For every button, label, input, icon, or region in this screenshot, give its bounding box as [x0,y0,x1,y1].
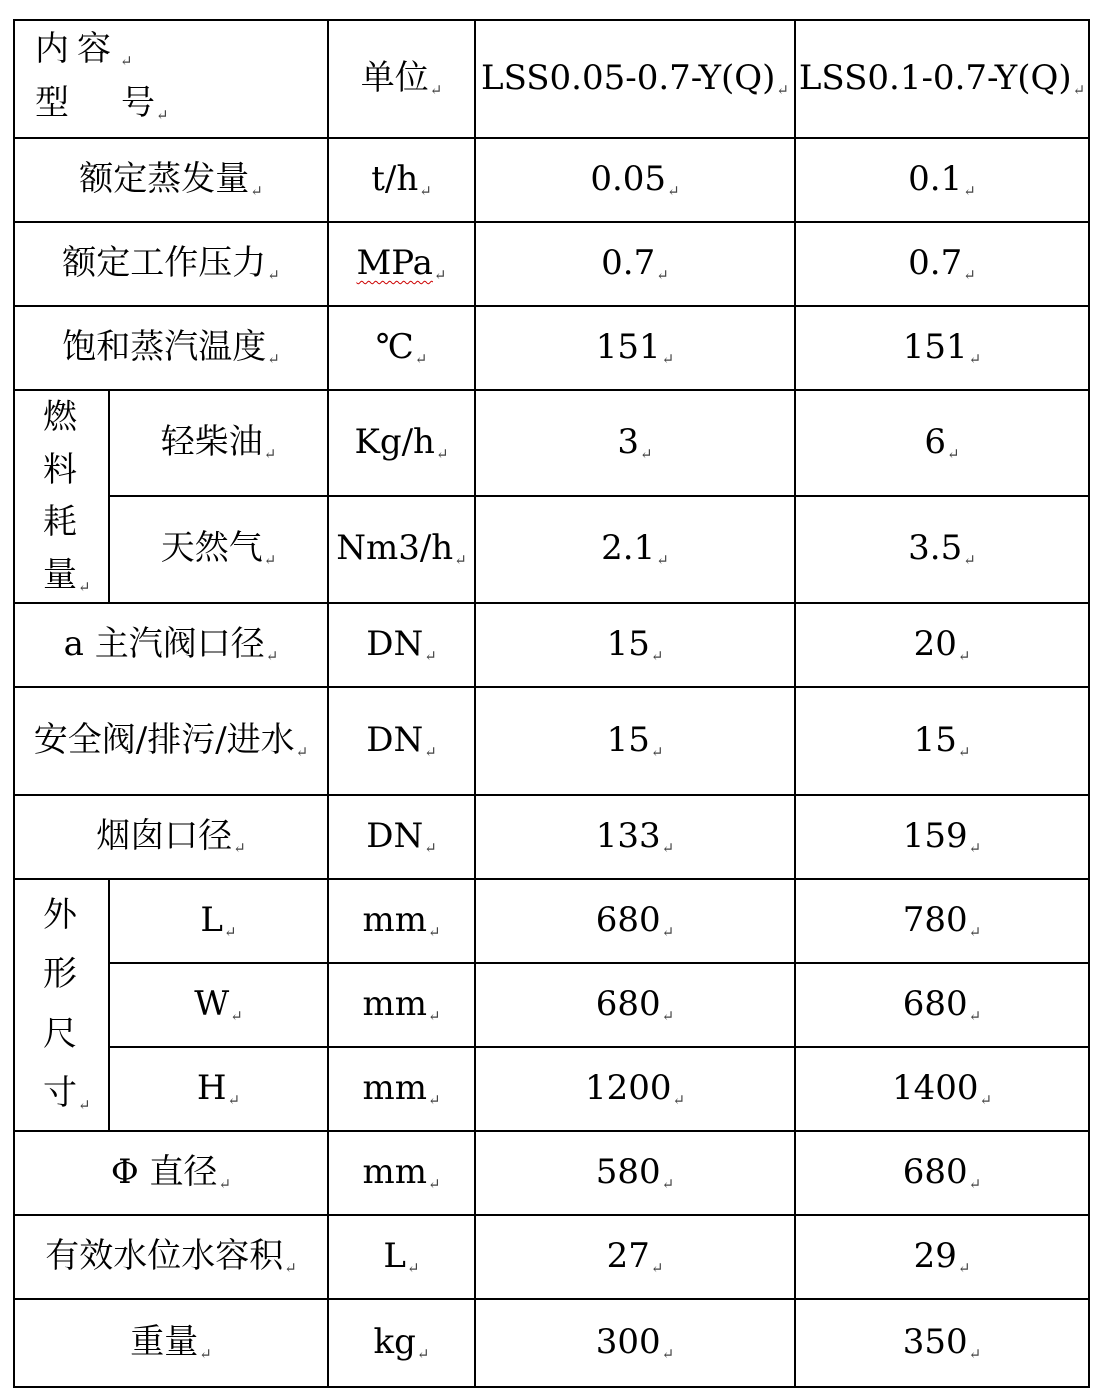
row-value-2: 3.5↵ [795,496,1089,602]
row-value-1: 27↵ [475,1215,795,1299]
row-value-2: 151↵ [795,306,1089,390]
row-value-1: 2.1↵ [475,496,795,602]
row-value-1: 680↵ [475,879,795,963]
row-value-2: 6↵ [795,390,1089,496]
model-header-1: LSS0.05-0.7-Y(Q)↵ [475,20,795,138]
row-unit: Kg/h↵ [328,390,475,496]
row-unit: ℃↵ [328,306,475,390]
unit-header: 单位↵ [328,20,475,138]
row-unit: mm↵ [328,879,475,963]
row-label: 烟囱口径↵ [14,795,328,879]
row-label: 额定蒸发量↵ [14,138,328,222]
model-header-2: LSS0.1-0.7-Y(Q)↵ [795,20,1089,138]
row-value-2: 29↵ [795,1215,1089,1299]
row-unit: Nm3/h↵ [328,496,475,602]
row-value-1: 133↵ [475,795,795,879]
table-row [14,879,1089,963]
row-label: 饱和蒸汽温度↵ [14,306,328,390]
table-row [14,1131,1089,1215]
row-unit: mm↵ [328,1131,475,1215]
row-value-1: 15↵ [475,603,795,687]
table-row [14,603,1089,687]
row-value-2: 159↵ [795,795,1089,879]
row-value-1: 151↵ [475,306,795,390]
table-row [14,1299,1089,1387]
header-row [14,20,1089,138]
table-row [14,687,1089,795]
row-unit: MPa↵ [328,222,475,306]
row-label: 重量↵ [14,1299,328,1387]
dimensions-group-label: 外 形 尺 寸↵ [14,879,109,1131]
row-unit: kg↵ [328,1299,475,1387]
row-value-2: 0.1↵ [795,138,1089,222]
corner-top-text: 内容↵ [35,29,141,70]
row-label: 额定工作压力↵ [14,222,328,306]
row-value-1: 680↵ [475,963,795,1047]
table-row [14,963,1089,1047]
fuel-group-label: 燃料 耗量↵ [14,390,109,603]
dimension-row-label: W↵ [109,963,328,1047]
row-label: a 主汽阀口径↵ [14,603,328,687]
corner-bottom-text: 型 号↵ [35,83,169,124]
row-unit: L↵ [328,1215,475,1299]
table-row [14,1047,1089,1131]
row-unit: DN↵ [328,603,475,687]
row-value-1: 580↵ [475,1131,795,1215]
row-value-2: 15↵ [795,687,1089,795]
row-unit: mm↵ [328,1047,475,1131]
spec-table [13,19,1090,1388]
row-value-1: 300↵ [475,1299,795,1387]
fuel-row-label: 天然气↵ [109,496,328,602]
row-unit: DN↵ [328,795,475,879]
fuel-row-label: 轻柴油↵ [109,390,328,496]
dimension-row-label: H↵ [109,1047,328,1131]
row-unit: t/h↵ [328,138,475,222]
row-label: Φ 直径↵ [14,1131,328,1215]
row-value-1: 0.05↵ [475,138,795,222]
row-unit: mm↵ [328,963,475,1047]
row-label: 有效水位水容积↵ [14,1215,328,1299]
dimension-row-label: L↵ [109,879,328,963]
table-row [14,138,1089,222]
row-value-1: 1200↵ [475,1047,795,1131]
row-value-2: 20↵ [795,603,1089,687]
row-value-1: 0.7↵ [475,222,795,306]
table-row [14,1215,1089,1299]
row-value-2: 0.7↵ [795,222,1089,306]
table-row [14,222,1089,306]
row-value-2: 680↵ [795,1131,1089,1215]
row-label: 安全阀/排污/进水↵ [14,687,328,795]
row-value-2: 350↵ [795,1299,1089,1387]
row-value-2: 780↵ [795,879,1089,963]
table-row [14,390,1089,496]
row-value-2: 680↵ [795,963,1089,1047]
row-value-1: 3↵ [475,390,795,496]
row-value-2: 1400↵ [795,1047,1089,1131]
row-unit: DN↵ [328,687,475,795]
corner-cell [14,20,328,138]
table-row [14,306,1089,390]
table-row [14,496,1089,602]
row-value-1: 15↵ [475,687,795,795]
table-row [14,795,1089,879]
